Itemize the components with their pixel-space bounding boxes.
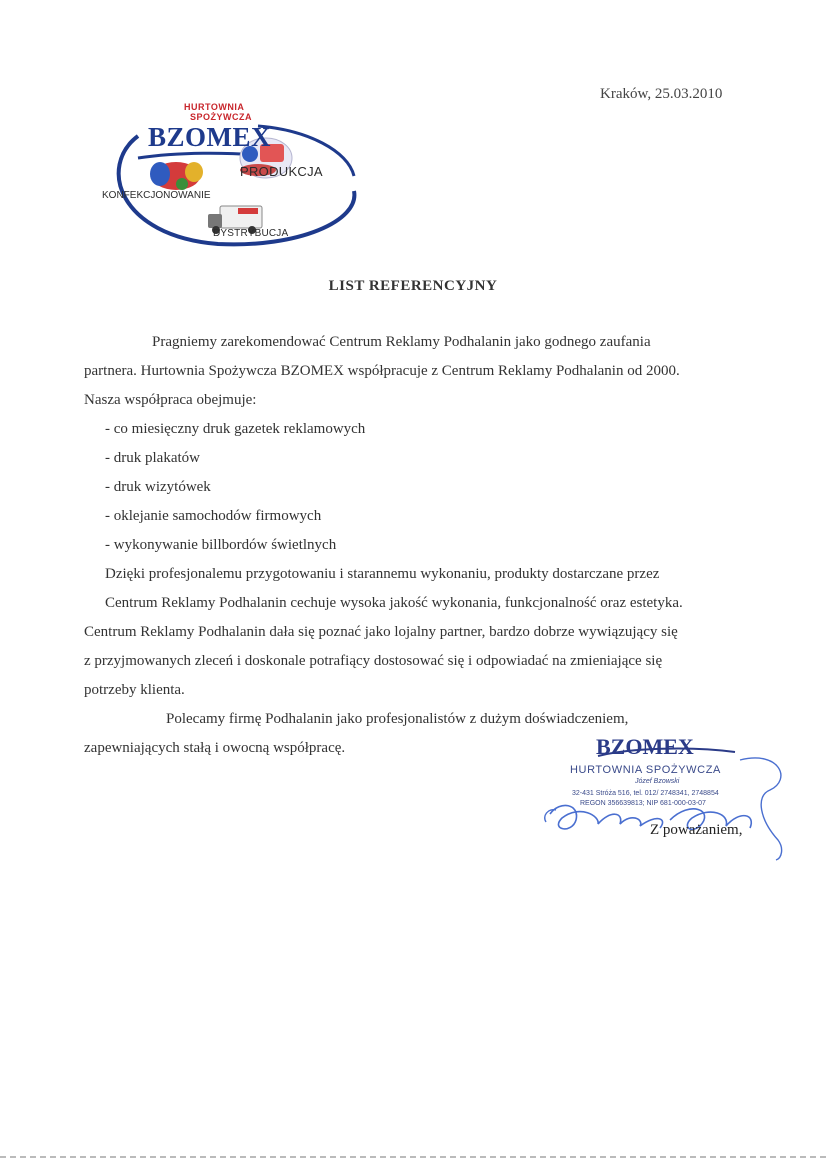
letter-date: Kraków, 25.03.2010 <box>600 86 723 102</box>
logo-brand: BZOMEX <box>148 122 272 152</box>
recommend-line: zapewniających stałą i owocną współpracę. <box>84 740 346 756</box>
quality-line: potrzeby klienta. <box>84 682 185 698</box>
list-item: - oklejanie samochodów firmowych <box>105 508 322 524</box>
stamp-address: 32-431 Stróża 516, tel. 012/ 2748341, 2748854 <box>572 790 719 797</box>
list-item: - druk plakatów <box>105 450 200 466</box>
intro-line: Nasza współpraca obejmuje: <box>84 392 257 408</box>
logo-spozywcza: SPOŻYWCZA <box>190 112 252 122</box>
letter-title: LIST REFERENCYJNY <box>328 278 498 294</box>
quality-line: z przyjmowanych zleceń i doskonale potrafiący dostosować się i odpowiadać na zmieniające się <box>84 653 663 669</box>
company-stamp <box>540 730 790 870</box>
intro-line: partnera. Hurtownia Spożywcza BZOMEX współpracuje z Centrum Reklamy Podhalanin od 2000. <box>84 363 680 379</box>
stamp-regon: REGON 356639813; NIP 681-000-03-07 <box>580 800 706 807</box>
list-item: - druk wizytówek <box>105 479 211 495</box>
closing-phrase: Z poważaniem, <box>650 822 743 838</box>
quality-line: Centrum Reklamy Podhalanin cechuje wysoka jakość wykonania, funkcjonalność oraz estetyka. <box>105 595 683 611</box>
logo-dystrybucja: DYSTRYBUCJA <box>213 228 289 239</box>
bzomex-logo <box>98 96 368 256</box>
stamp-brand: BZOMEX <box>596 734 694 759</box>
logo-hurtownia: HURTOWNIA <box>184 102 245 112</box>
stamp-person: Józef Bzowski <box>635 778 680 785</box>
stamp-company-name: HURTOWNIA SPOŻYWCZA <box>570 764 721 776</box>
list-item: - wykonywanie billbordów świetlnych <box>105 537 337 553</box>
intro-line: Pragniemy zarekomendować Centrum Reklamy Podhalanin jako godnego zaufania <box>152 334 651 350</box>
quality-line: Dzięki profesjonalemu przygotowaniu i starannemu wykonaniu, produkty dostarczane przez <box>105 566 660 582</box>
scan-edge-divider <box>0 1156 826 1158</box>
recommend-line: Polecamy firmę Podhalanin jako profesjonalistów z dużym doświadczeniem, <box>166 711 629 727</box>
logo-produkcja: PRODUKCJA <box>240 164 323 179</box>
quality-line: Centrum Reklamy Podhalanin dała się poznać jako lojalny partner, bardzo dobrze wywiązujący się <box>84 624 678 640</box>
logo-konfekcjonowanie: KONFEKCJONOWANIE <box>102 190 211 201</box>
list-item: - co miesięczny druk gazetek reklamowych <box>105 421 366 437</box>
